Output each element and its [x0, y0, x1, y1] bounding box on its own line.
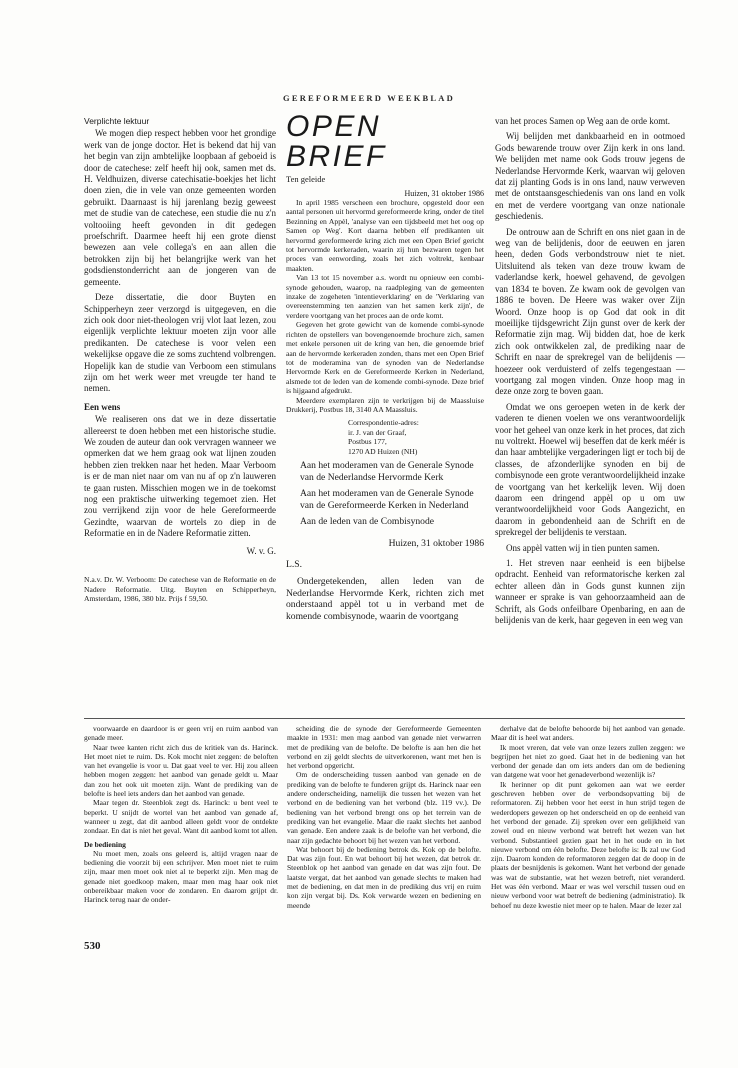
paragraph: We mogen diep respect hebben voor het grondige werk van de jonge doctor. Het is bekend dat hij van het begin van zijn ambtelijke loopbaan af geboeid is door de catechese: zelf heeft hij ook, samen met ds. H. Veldhuizen, diverse catechisatie-boekjes het licht doen zien, die in vele van onze gemeenten worden gebruikt. Daarnaast is hij jarenlang bezig geweest met de studie van de catechese, een studie die nu z'n voltooiing heeft gevonden in dit gedegen proefschrift. Daarmee heeft hij een grote dienst bewezen aan vele collega's en aan allen die betrokken zijn bij het belangrijke werk van het godsdienstonderricht aan de jongeren van de gemeente. — [84, 128, 276, 287]
paragraph: Ons appèl vatten wij in tien punten samen. — [506, 542, 660, 553]
paragraph: Naar twee kanten richt zich dus de kritiek van ds. Harinck. Het moet niet te ruim. Ds. Kok mocht niet zeggen: de beloften van het evangelie is voor u. Dat gaat veel te ver. Hij zou alleen hebben mogen zeggen: het aanbod van genade geldt u. Maar dan zou het ook uit moeten zijn. Want de prediking van de belofte is heel iets anders dan het aanbod van genade. — [84, 742, 278, 799]
signature: W. v. G. — [246, 545, 276, 556]
letter-date: Huizen, 31 oktober 1986 — [388, 537, 484, 549]
intro-paragraph: Gegeven het grote gewicht van de komende combi-synode richten de opstellers van bovengenoemde brochure zich, samen met enkele personen uit de kring van hen, die genoemde brief aan de hervormde kerkeraden zonden, thans met een Open Brief tot de moderamina van de synoden van de Nederlandse Hervormde Kerk en de Gereformeerde Kerken in Nederland, alsmede tot de leden van de komende combi-synode. Deze brief is hijgaand afgedrukt. — [286, 320, 484, 396]
corr-box: Postbus 177, — [348, 437, 387, 447]
paragraph: 1. Het streven naar eenheid is een bijbelse opdracht. Eenheid van reformatorische kerken zal echter alleen dàn in Gods gunst kunnen zijn wanneer er sprake is van gehoorzaamheid aan de Schrift, als Gods onfeilbare Openbaring, en aan de belijdenis van de kerk, haar gegeven in een weg van — [495, 558, 685, 626]
bottom-column-1 — [84, 724, 278, 905]
bottom-column-3 — [491, 724, 685, 910]
addressee: Aan het moderamen van de Generale Synode van de Gereformeerde Kerken in Nederland — [300, 488, 474, 511]
right-column — [495, 116, 685, 630]
intro-paragraph: In april 1985 verscheen een brochure, opgesteld door een aantal personen uit hervormd gereformeerde kring, onder de titel Bezinning en Appèl, 'analyse van een tijdsbeeld met het oog op Samen op Weg'. Kort daarna hebben elf predikanten uit hervormd gereformeerde kring zich met een Open Brief gericht tot hervormde kerkeraden, waarin zij hun bezwaren tegen het proces van eenwording, zoals het zich voltrekt, kenbaar maakten. — [286, 198, 484, 273]
corr-city: 1270 AD Huizen (NH) — [348, 446, 418, 456]
dateline: Huizen, 31 oktober 1986 — [404, 189, 484, 198]
paragraph: Omdat we ons geroepen weten in de kerk der vaderen te dienen voelen we ons verantwoordelijk voor het geheel van onze kerk in het proces, dat zich nu voltrekt. Hoewel wij beseffen dat de kerk méér is dan haar ambtelijke vergaderingen ligt er toch bij de classes, de afzonderlijke synoden en bij de combisynode een grote verantwoordelijkheid inzake de voortgang van het kerkelijk leven. Wij doen daarom een dringend appèl op u om uw verantwoordelijkheid voor Gods Aangezicht, en daarom in gebondenheid aan de Schrift en de sprekregel der belijdenis te verstaan. — [495, 401, 685, 538]
bottom-column-2 — [287, 724, 481, 910]
section-heading-een-wens: Een wens — [84, 401, 121, 412]
article-title: OPEN BRIEF — [286, 110, 387, 173]
paragraph: voorwaarde en daardoor is er geen vrij en ruim aanbod van genade meer. — [84, 724, 278, 743]
paragraph: scheiding die de synode der Gereformeerde Gemeenten maakte in 1931: men mag aanbod van genade niet verwarren met de prediking van de belofte. De belofte is aan hen die het verbond en zij geldt slechts de uitverkorenen, want met hen is het verbond opgericht. — [287, 724, 481, 771]
subheading-de-bediening: De bediening — [84, 839, 126, 849]
paragraph: Nu moet men, zoals ons geleerd is, altijd vragen naar de bediening die voorzit bij een schrijver. Men moet niet te ruim zijn, maar men moet ook niet al te beperkt zijn. Men mag de genade niet goedkoop maken, maar men mag haar ook niet onbereikbaar maken voor de zondaren. En daarom grijpt dr. Harinck terug naar de onder- — [84, 848, 278, 905]
paragraph: Maar tegen dr. Steenblok zegt ds. Harinck: u bent veel te beperkt. U snijdt de wortel van het aanbod van genade af, wanneer u zegt, dat dit aanbod alleen geldt voor de ontdekte zondaar. En dat is niet het geval. Want dit aanbod komt tot allen. — [84, 798, 278, 836]
addressee: Aan het moderamen van de Generale Synode van de Nederlandse Hervormde Kerk — [300, 459, 474, 483]
salutation: L.S. — [286, 558, 302, 570]
middle-column — [286, 110, 484, 622]
paragraph: Deze dissertatie, die door Buyten en Schipperheyn zeer verzorgd is uitgegeven, en die zich ook door niet-theologen vrij vlot laat lezen, zou eigenlijk verplichte lektuur moeten zijn voor alle predikanten. De catechese is voor velen een wekelijkse opgave die ze soms zuchtend volbrengen. Hopelijk kan de studie van Verboom een stimulans zijn om het werk weer met vreugde ter hand te nemen. — [84, 292, 276, 394]
page-number: 530 — [84, 940, 101, 952]
section-divider — [84, 718, 685, 719]
corr-label: Correspondentie-adres: — [348, 418, 419, 428]
section-heading-verplichte-lektuur: Verplichte lektuur — [84, 116, 150, 126]
paragraph: Ik herinner op dit punt gekomen aan wat we eerder geschreven hebben over de verbondsopvatting bij de reformatoren. Zij hebben voor het eerst in hun strijd tegen de wederdopers gewezen op het onderscheid en op de eenheid van het verbond der genade. Zij spreken over een gelijkheid van zowel oud en nieuw verbond wat betreft het wezen van het verbond. Substantieel gezien gaat het in het oude en in het nieuwe verbond om één belofte. Deze belofte is: Ik zal uw God zijn. Daarom konden de reformatoren zeggen dat de doop in de plaats der besnijdenis is gekomen. Want het verbond der genade was wat de substantie, wat het wezen betreft, niet veranderd. Het was één verbond. Maar er was wel verschil tussen oud en nieuw verbond voor wat betreft de bediening (administratio). Ik behoef nu deze kwestie niet meer op te halen. Maar de lezer zal — [491, 779, 685, 910]
paragraph: Ik moet vreren, dat vele van onze lezers zullen zeggen: we begrijpen het niet zo goed. Gaat het in de bediening van het verbond der genade dan om iets anders dan om de bediening van datgene wat voor het genadeverbond wezenlijk is? — [491, 742, 685, 780]
corr-name: ir. J. van der Graaf, — [348, 427, 407, 437]
correspondence-address — [348, 418, 484, 456]
letter-body: Ondergetekenden, allen leden van de Nederlandse Hervormde Kerk, richten zich met onderstaand appèl tot u in verband met de komende combisynode, waarin de voortgang — [286, 575, 484, 622]
paragraph: Om de onderscheiding tussen aanbod van genade en de prediking van de belofte te funderen grijpt ds. Harinck naar een andere onderscheiding, namelijk die tussen het wezen van het verbond en de bediening van het verbond (blz. 119 vv.). De bediening van het verbond brengt ons op het terrein van de prediking van het evangelie. Maar die raakt slechts het aanbod van genade. Een andere zaak is de belofte van het verbond, die naar zijn gedachte behoort bij het wezen van het verbond. — [287, 770, 481, 845]
intro-paragraph: Meerdere exemplaren zijn te verkrijgen bij de Maassluise Drukkerij, Postbus 18, 3140 AA Maassluis. — [286, 395, 484, 414]
paragraph: van het proces Samen op Weg aan de orde komt. — [495, 116, 671, 126]
running-head: GEREFORMEERD WEEKBLAD — [283, 93, 455, 103]
paragraph: We realiseren ons dat we in deze dissertatie allereerst te doen hebben met een historische studie. We zouden de auteur dan ook vervragen wanneer we opmerken dat we hem graag ook wat lijnen zouden hebben zien trekken naar het heden. Maar Verboom is er de man niet naar om van nu af op z'n lauweren te gaan rusten. Misschien mogen we in de toekomst nog een praktische uitwerking tegemoet zien. Het zou verrijkend zijn voor de hele Gereformeerde Gezindte, waarvan de wortels zo diep in de Reformatie en in de Nadere Reformatie zitten. — [84, 414, 276, 539]
paragraph: De ontrouw aan de Schrift en ons niet gaan in de weg van de belijdenis, door de eeuwen en jaren heen, deden Gods verbondstrouw niet te niet. Uitsluitend als teken van deze trouw kwam de vaderlandse kerk, hoewel gehavend, de gevolgen van 1834 te boven. Ze kwam ook de gevolgen van 1886 te boven. De Heere was waker over Zijn Woord. Onze hoop is op God dat ook in dit moeilijke tijdsgewricht Zijn gunst over de kerk der Reformatie zijn mag. Wij bidden dat, hoe de kerk zich ook ontwikkelen zal, de prediking naar de Schrift en naar de sprekregel van de belijdenis — hoezeer ook verduisterd of zelfs tegengestaan — voortgang zal mogen vinden. Onze hoop mag in deze onze zorg te boven gaan. — [495, 226, 685, 397]
paragraph: Wij belijden met dankbaarheid en in ootmoed Gods bewarende trouw over Zijn kerk in ons land. We belijden met name ook Gods trouw jegens de Nederlandse Hervormde Kerk, waarvan wij geloven dat zij planting Gods is in ons land, nauw verweven met de ontstaansgeschiedenis van ons land en volk en met de verdere voortgang van onze nationale geschiedenis. — [495, 131, 685, 222]
article-subtitle: Ten geleide — [286, 174, 326, 184]
paragraph: derhalve dat de belofte behoorde bij het aanbod van genade. Maar dit is heel wat anders. — [491, 724, 685, 743]
addressee: Aan de leden van de Combisynode — [300, 516, 435, 528]
left-column — [84, 116, 276, 604]
book-reference: N.a.v. Dr. W. Verboom: De catechese van de Reformatie en de Nadere Reformatie. Uitg. Buyten en Schipperheyn, Amsterdam, 1986, 380 blz. Prijs f 59,50. — [84, 575, 276, 604]
intro-paragraph: Van 13 tot 15 november a.s. wordt nu opnieuw een combi-synode gehouden, waarop, na raadpleging van de gemeenten inzake de zogeheten 'intentieverklaring' en de 'Verklaring van overeenstemming ten aanzien van het samen kerk zijn', de verdere voortgang van het proces aan de orde komt. — [286, 273, 484, 320]
paragraph: Wat behoort bij de bediening betrok ds. Kok op de belofte. Dat was zijn fout. En wat behoort bij het wezen, dat betrok dr. Steenblok op het aanbod van genade en dat was zijn fout. De laatste vergat, dat het aanbod van genade slechts te maken had met de bediening, en dat men in de prediking dus vrij en ruim kon zijn vergat bij. Ds. Kok verwarde wezen en bediening en meende — [287, 844, 481, 910]
